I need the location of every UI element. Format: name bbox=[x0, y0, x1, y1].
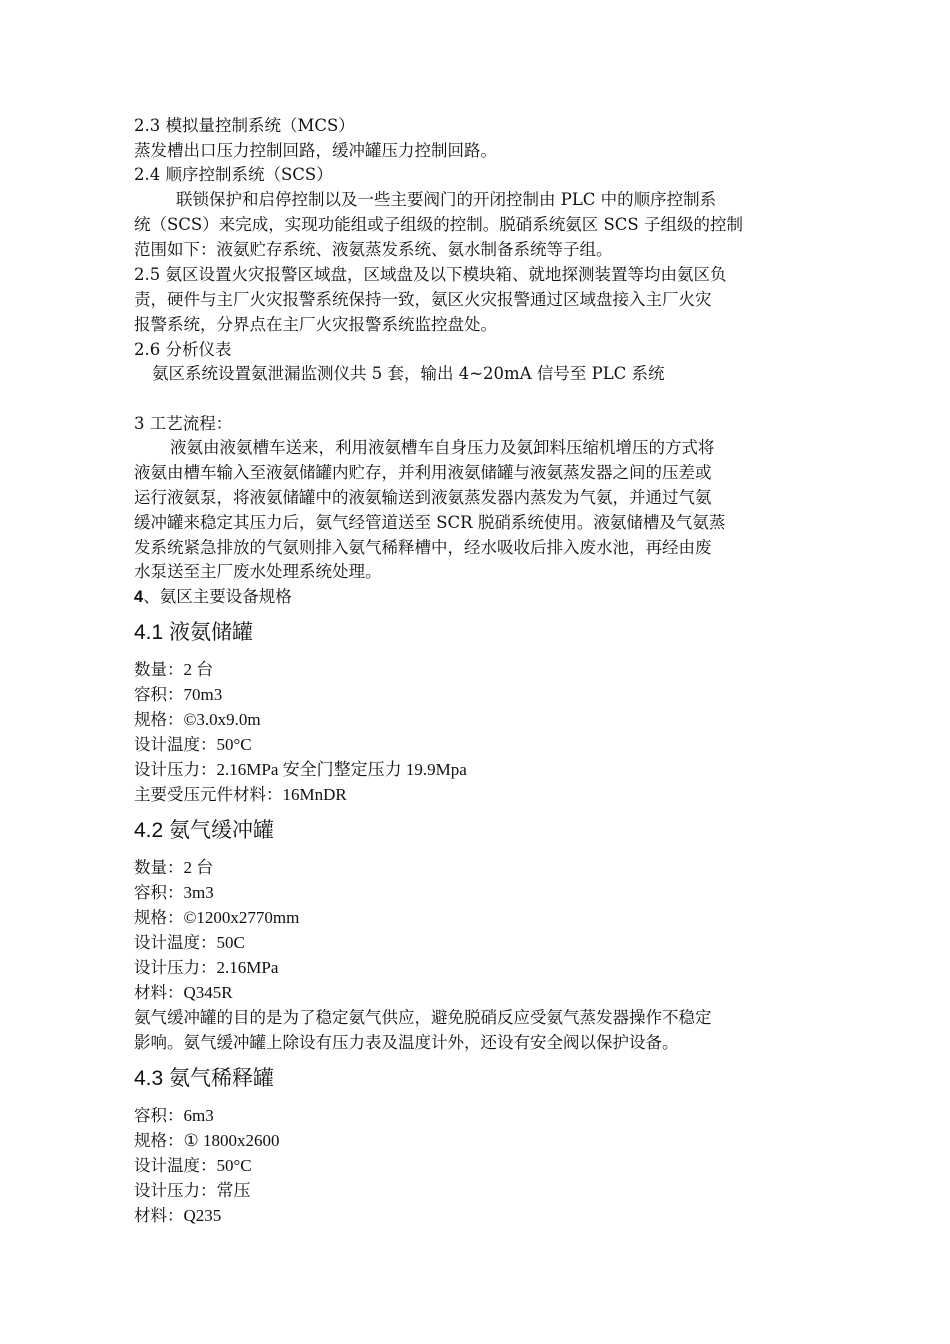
spec-value: ©3.0x9.0m bbox=[183, 710, 261, 729]
section-2-6-body: 氨区系统设置氨泄漏监测仪共 5 套，输出 4~20mA 信号至 PLC 系统 bbox=[152, 364, 665, 383]
section-4-1-title: 液氨储罐 bbox=[169, 620, 254, 644]
spec-value: 2 台 bbox=[183, 660, 214, 679]
section-3-line-3: 运行液氨泵，将液氨储罐中的液氨输送到液氨蒸发器内蒸发为气氨，并通过气氨 bbox=[134, 488, 712, 507]
section-4-2-title: 氨气缓冲罐 bbox=[169, 818, 275, 842]
section-3-line-6: 水泵送至主厂废水处理系统处理。 bbox=[134, 562, 382, 581]
spec-4-3-material bbox=[134, 1203, 221, 1228]
spec-label: 设计温度： bbox=[134, 1156, 217, 1175]
spec-label: 规格： bbox=[134, 710, 184, 729]
section-4-1-heading bbox=[134, 617, 253, 648]
spec-label: 设计压力： bbox=[134, 760, 217, 779]
section-4-title-text: 、氨区主要设备规格 bbox=[143, 587, 292, 606]
spec-value: 50C bbox=[216, 933, 245, 952]
spec-4-3-size bbox=[134, 1128, 280, 1153]
section-4-2-heading bbox=[134, 815, 274, 846]
spec-4-2-volume bbox=[134, 880, 214, 905]
spec-label: 设计压力： bbox=[134, 958, 217, 977]
spec-value: 50°C bbox=[216, 1156, 252, 1175]
section-3-line-2: 液氨由槽车输入至液氨储罐内贮存，并利用液氨储罐与液氨蒸发器之间的压差或 bbox=[134, 463, 712, 482]
section-4-2-number: 4.2 bbox=[134, 819, 164, 842]
spec-value: 2.16MPa bbox=[216, 958, 279, 977]
spec-4-1-design-temp bbox=[134, 732, 252, 757]
spec-label: 设计压力： bbox=[134, 1181, 217, 1200]
spec-value: 2.16MPa 安全门整定压力 19.9Mpa bbox=[216, 760, 467, 779]
section-2-5-line-2: 责，硬件与主厂火灾报警系统保持一致，氨区火灾报警通过区域盘接入主厂火灾 bbox=[134, 290, 712, 309]
spec-label: 主要受压元件材料： bbox=[134, 785, 283, 804]
spec-label: 容积： bbox=[134, 1106, 184, 1125]
spec-4-2-material bbox=[134, 980, 233, 1005]
spec-label: 设计温度： bbox=[134, 933, 217, 952]
section-2-3-body: 蒸发槽出口压力控制回路，缓冲罐压力控制回路。 bbox=[134, 141, 497, 160]
section-3-line-5: 发系统紧急排放的气氨则排入氨气稀释槽中，经水吸收后排入废水池，再经由废 bbox=[134, 538, 712, 557]
spec-label: 规格： bbox=[134, 908, 184, 927]
spec-4-2-quantity bbox=[134, 855, 213, 880]
section-4-title bbox=[134, 584, 292, 610]
spec-label: 数量： bbox=[134, 858, 184, 877]
section-4-number: 4 bbox=[134, 588, 144, 606]
spec-value: ©1200x2770mm bbox=[183, 908, 300, 927]
spec-label: 设计温度： bbox=[134, 735, 217, 754]
spec-label: 数量： bbox=[134, 660, 184, 679]
section-4-3-number: 4.3 bbox=[134, 1067, 164, 1090]
spec-value: 16MnDR bbox=[282, 785, 347, 804]
section-3-title: 3 工艺流程： bbox=[134, 414, 233, 433]
section-3-line-1: 液氨由液氨槽车送来，利用液氨槽车自身压力及氨卸料压缩机增压的方式将 bbox=[170, 438, 715, 457]
section-2-4-line-2: 统（SCS）来完成，实现功能组或子组级的控制。脱硝系统氨区 SCS 子组级的控制 bbox=[134, 215, 743, 234]
spec-4-1-material bbox=[134, 782, 347, 807]
spec-value: 70m3 bbox=[183, 685, 223, 704]
spec-4-2-design-temp bbox=[134, 930, 245, 955]
spec-value: 常压 bbox=[216, 1181, 251, 1200]
section-4-3-heading bbox=[134, 1063, 274, 1094]
section-2-5-line-3: 报警系统，分界点在主厂火灾报警系统监控盘处。 bbox=[134, 315, 497, 334]
section-2-4-line-1: 联锁保护和启停控制以及一些主要阀门的开闭控制由 PLC 中的顺序控制系 bbox=[176, 190, 717, 209]
spec-4-1-volume bbox=[134, 682, 222, 707]
spec-label: 规格： bbox=[134, 1131, 184, 1150]
spec-4-2-size bbox=[134, 905, 299, 930]
spec-value: 50°C bbox=[216, 735, 252, 754]
spec-value: 2 台 bbox=[183, 858, 214, 877]
section-2-3-title: 2.3 模拟量控制系统（MCS） bbox=[134, 116, 355, 135]
section-2-4-line-3: 范围如下：液氨贮存系统、液氨蒸发系统、氨水制备系统等子组。 bbox=[134, 240, 613, 259]
section-4-2-note-line-1: 氨气缓冲罐的目的是为了稳定氨气供应，避免脱硝反应受氨气蒸发器操作不稳定 bbox=[134, 1008, 712, 1027]
section-2-5-line-1: 2.5 氨区设置火灾报警区域盘，区域盘及以下模块箱、就地探测装置等均由氨区负 bbox=[134, 265, 727, 284]
spec-4-1-size bbox=[134, 707, 261, 732]
spec-value: Q345R bbox=[183, 983, 233, 1002]
spec-4-2-design-pressure bbox=[134, 955, 278, 980]
spec-4-3-volume bbox=[134, 1103, 214, 1128]
section-4-3-title: 氨气稀释罐 bbox=[169, 1066, 275, 1090]
spec-value: 3m3 bbox=[183, 883, 214, 902]
section-2-4-title: 2.4 顺序控制系统（SCS） bbox=[134, 165, 333, 184]
section-3-line-4: 缓冲罐来稳定其压力后，氨气经管道送至 SCR 脱硝系统使用。液氨储槽及气氨蒸 bbox=[134, 513, 726, 532]
spec-value: Q235 bbox=[183, 1206, 222, 1225]
section-4-1-number: 4.1 bbox=[134, 621, 164, 644]
spec-value: ① 1800x2600 bbox=[183, 1131, 280, 1150]
spec-label: 容积： bbox=[134, 883, 184, 902]
section-4-2-note-line-2: 影响。氨气缓冲罐上除设有压力表及温度计外，还设有安全阀以保护设备。 bbox=[134, 1033, 679, 1052]
spec-label: 容积： bbox=[134, 685, 184, 704]
spec-value: 6m3 bbox=[183, 1106, 214, 1125]
spec-4-3-design-pressure bbox=[134, 1178, 251, 1203]
spec-label: 材料： bbox=[134, 983, 184, 1002]
spec-4-1-quantity bbox=[134, 657, 213, 682]
spec-label: 材料： bbox=[134, 1206, 184, 1225]
spec-4-3-design-temp bbox=[134, 1153, 252, 1178]
section-2-6-title: 2.6 分析仪表 bbox=[134, 340, 232, 359]
spec-4-1-design-pressure bbox=[134, 757, 467, 782]
